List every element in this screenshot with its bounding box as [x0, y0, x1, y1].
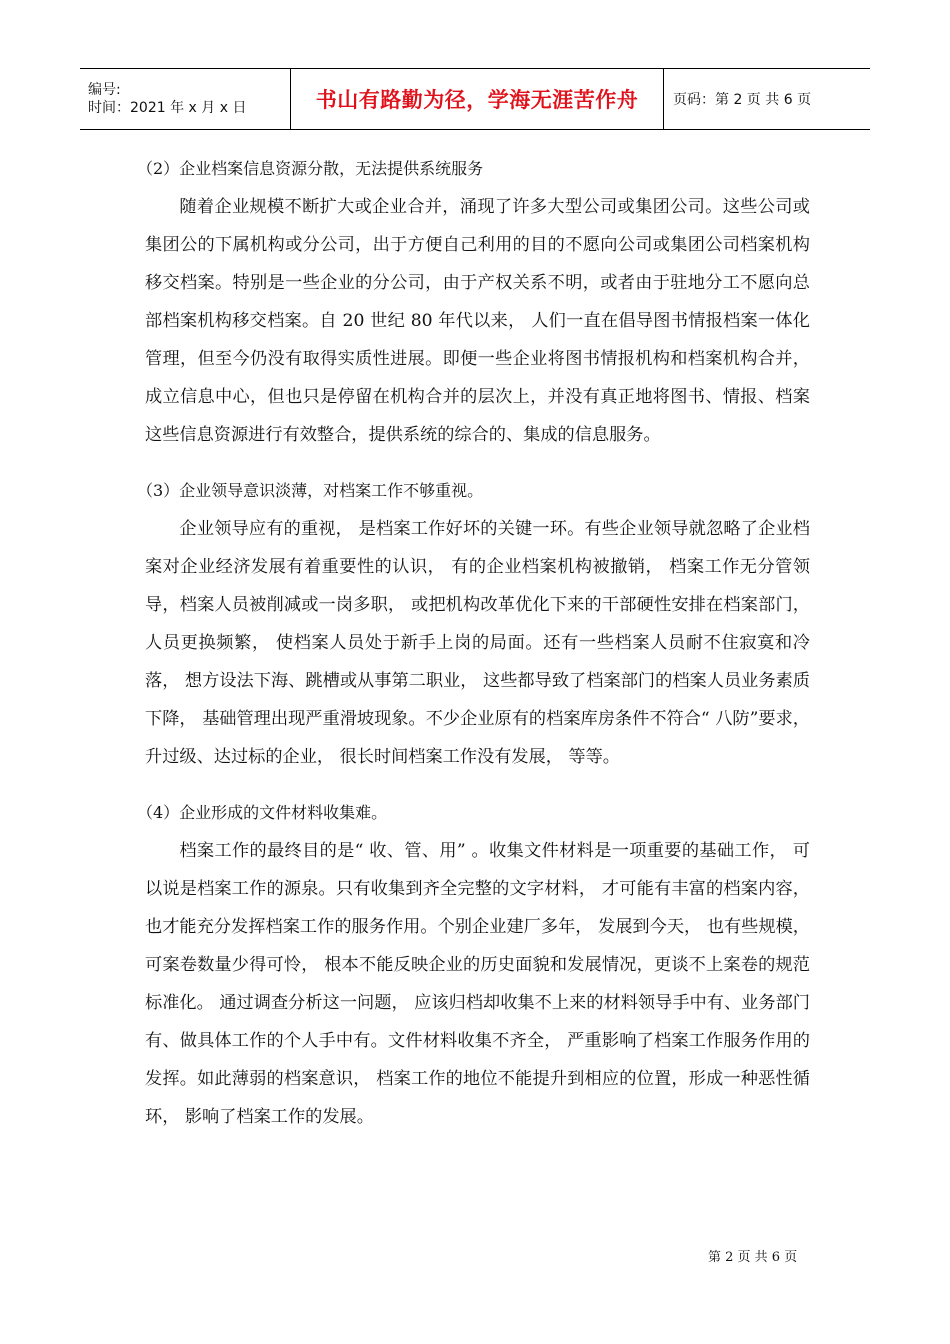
section-paragraph: 企业领导应有的重视， 是档案工作好坏的关键一环。有些企业领导就忽略了企业档案对企业经济发展有着重要性的认识， 有的企业档案机构被撤销， 档案工作无分管领导，档案人员被削减或一岗多职， 或把机构改革优化下来的干部硬性安排在档案部门， 人员更换频繁， 使档案人员处于新手上岗的局面。还有一些档案人员耐不住寂寞和冷落， 想方设法下海、跳槽或从事第二职业， 这些都导致了档案部门的档案人员业务素质下降， 基础管理出现严重滑坡现象。不少企业原有的档案库房条件不符合“ 八防”要求， 升过级、达过标的企业， 很长时间档案工作没有发展， 等等。 — [145, 519, 810, 767]
header-page-info — [664, 69, 870, 129]
page-footer — [708, 1246, 797, 1265]
section-paragraph: 随着企业规模不断扩大或企业合并，涌现了许多大型公司或集团公司。这些公司或集团公的下属机构或分公司，出于方便自己利用的目的不愿向公司或集团公司档案机构移交档案。特别是一些企业的分公司，由于产权关系不明，或者由于驻地分工不愿向总部档案机构移交档案。自 20 世纪 80 年代以来， 人们一直在倡导图书情报档案一体化管理，但至今仍没有取得实质性进展。即便一些企业将图书情报机构和档案机构合并，成立信息中心，但也只是停留在机构合并的层次上，并没有真正地将图书、情报、档案这些信息资源进行有效整合，提供系统的综合的、集成的信息服务。 — [145, 197, 810, 445]
section-gap — [145, 776, 810, 794]
section-heading: （4）企业形成的文件材料收集难。 — [137, 803, 388, 822]
header-page-number: 页码：第 2 页 共 6 页 — [673, 92, 812, 108]
document-number-label: 编号: — [88, 82, 121, 98]
motto-text: 书山有路勤为径，学海无涯苦作舟 — [315, 88, 639, 112]
section-gap — [145, 454, 810, 472]
section-heading: （3）企业领导意识淡薄，对档案工作不够重视。 — [137, 481, 484, 500]
header-motto — [291, 69, 664, 129]
section-paragraph: 档案工作的最终目的是“ 收、管、用” 。收集文件材料是一项重要的基础工作， 可以说是档案工作的源泉。只有收集到齐全完整的文字材料， 才可能有丰富的档案内容， 也才能充分发挥档案工作的服务作用。个别企业建厂多年， 发展到今天， 也有些规模， 可案卷数量少得可怜， 根本不能反映企业的历史面貌和发展情况，更谈不上案卷的规范标准化。 通过调查分析这一问题， 应该归档却收集不上来的材料领导手中有、业务部门有、做具体工作的个人手中有。文件材料收集不齐全， 严重影响了档案工作服务作用的发挥。如此薄弱的档案意识， 档案工作的地位不能提升到相应的位置，形成一种恶性循环， 影响了档案工作的发展。 — [145, 841, 810, 1127]
document-date-label: 时间：2021 年 x 月 x 日 — [88, 100, 247, 116]
page-header — [80, 68, 870, 130]
footer-page-number: 第 2 页 共 6 页 — [708, 1250, 798, 1265]
header-meta — [80, 69, 291, 129]
section-heading: （2）企业档案信息资源分散，无法提供系统服务 — [137, 159, 484, 178]
document-body — [137, 150, 810, 1136]
